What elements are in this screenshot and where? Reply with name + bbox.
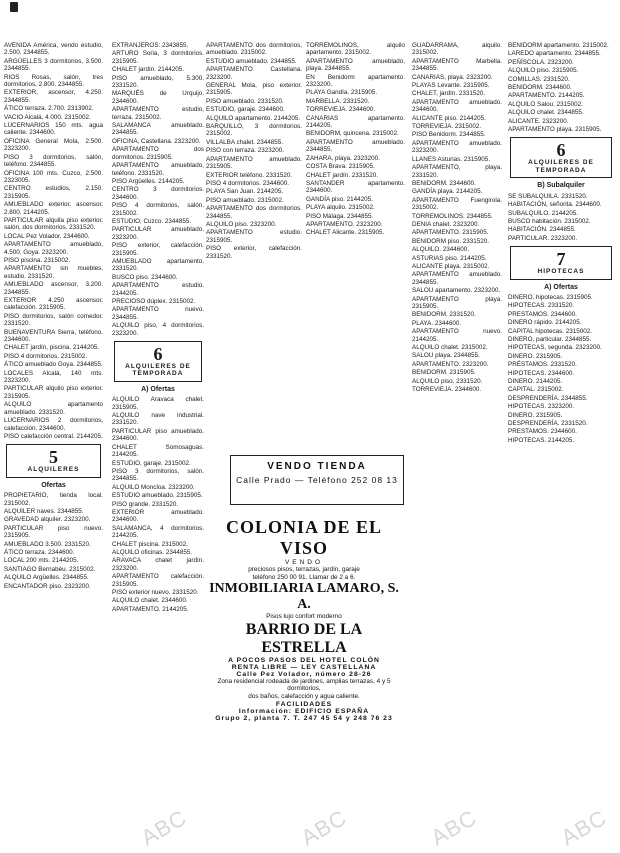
classified-ad: EN Benidorm apartamento. 2323200. [306,73,405,89]
classified-ad: BENIDORM apartamento. 2315002. [508,42,609,49]
classified-ad: APARTAMENTO amueblado. 2344855. [412,271,502,286]
classified-ad: DINERO. 2315905. [508,352,563,360]
classified-ad: PISO exterior, calefacción. 2315905. [112,242,204,257]
classified-ad: APARTAMENTO dos dormitorios. 2315905. [112,146,204,161]
ad-line-g: FACILIDADES [275,700,333,708]
classified-ad: DESPRENDERÍA. 2344855. [508,394,588,402]
classified-ad: ARTURO Soria, 3 dormitorios. 2315905. [112,50,204,65]
classified-ad: PARTICULAR amueblado. 2323200. [112,226,204,241]
classified-ad: LUCERNARIOS 150 mts. agua caliente. 2344600. [4,122,103,137]
ad-line-c: RENTA LIBRE — LEY CASTELLANA [231,663,377,671]
classified-ad: HIPOTECAS. 2331520. [508,302,575,310]
section-header-box [510,246,612,279]
ad-vendo: VENDO [284,559,324,566]
classified-ad: APARTAMENTO playa. 2315905. [412,295,502,310]
section-number: 5 [49,447,58,468]
classified-ad: PISO exterior nuevo. 2331520. [112,589,199,596]
classified-ad: APARTAMENTO nuevo. 2344855. [112,306,204,321]
classified-ad: COSTA Brava. 2315905. [306,163,375,171]
vendo-tienda-contact: Calle Prado — Teléfono 252 08 13 [236,475,398,485]
classified-ad: BUENAVENTURA Sierra, teléfono. 2344600. [4,328,103,344]
classified-ad: APARTAMENTO sin muebles, estudio. 2331520. [4,265,103,280]
classified-ad: BENIDORM, quincena. 2315002. [306,130,399,138]
classified-ad: ALQUILO Salou. 2315002. [508,100,583,108]
classified-ad: GANDÍA piso. 2144205. [306,195,373,203]
section-title: ALQUILERES DE TEMPORADA [528,159,594,174]
classified-ad: EXTERIOR amueblado. 2344600. [112,508,204,524]
classified-ad: OFICINA, Castellana. 2323200. [112,137,201,145]
classified-ad: EXTERIOR teléfono. 2331520. [206,171,293,179]
classified-ad: APARTAMENTO. 2323200. [306,220,383,228]
section-header-box [6,444,101,477]
classified-ad: PISO piscina. 2315002. [4,256,71,264]
classified-ad: CENTRO estudios, 2.150. 2315905. [4,185,103,200]
column-6 [508,42,614,852]
subsection-heading: B) Subalquiler [537,182,585,190]
classified-ad: LOCAL Pez Volador. 2344600. [4,232,90,240]
classified-ad: CENTRO 3 dormitorios. 2344600. [112,186,204,201]
section-title: HIPOTECAS [537,268,585,276]
classified-ad: ALQUILO chalet. 2315002. [412,344,488,352]
classified-ad: APARTAMENTO amueblado. 2323200. [412,139,502,155]
classified-ad: ALQUILO Moncloa. 2323200. [112,483,195,491]
classified-ad: PLAYA. 2344600. [412,319,462,327]
subsection-heading: A) Ofertas [141,385,175,393]
classified-ad: ESTUDIO amueblado. 2344855. [206,57,297,65]
classified-ad: CANARIAS apartamento. 2144205. [306,114,405,130]
classified-ad: ALQUILER naves. 2344855. [4,507,84,515]
ad-company: INMOBILIARIA LAMARO, S. A. [209,581,399,613]
classified-ad: RIOS Rosas, salón, tres dormitorios, 2.800. 2344855. [4,73,103,89]
classified-ad: EXTERIOR, ascensor, 4.250. 2344855. [4,89,103,104]
classified-ad: APARTAMENTO amueblado. 2344600. [412,98,502,114]
classified-ad: PISO 4 dormitorios. 2315002. [4,352,87,360]
classified-ad: ALQUILO chalet. 2344855. [508,109,584,117]
classified-ad: PRESTAMOS. 2344600. [508,310,577,318]
ad-barrio: BARRIO DE LA ESTRELLA [245,620,363,656]
classified-ad: ZAHARA, playa. 2323200. [306,154,380,162]
classified-ad: ALQUILO piso. 2323200. [206,220,277,228]
classified-ad: ASTURIAS piso. 2144205. [412,254,487,262]
classified-ad: AMUEBLADO exterior, ascensor, 2.800. 2144205. [4,201,103,216]
classified-ad: SUBALQUILO. 2144205. [508,209,579,217]
classified-ad: BENIDORM. 2344600. [412,179,476,187]
classified-ad: APARTAMENTO Castellana. 2323200. [206,66,302,81]
classified-ad: GRAVEDAD alquiler. 2323200. [4,516,91,524]
classified-ad: ARAVACA chalet jardín. 2323200. [112,557,204,572]
classified-ad: OFICINA General Mola, 2.500. 2323200. [4,137,103,153]
classified-ad: PISO dormitorios, salón comedor. 2331520. [4,312,103,328]
classified-ad: PROPIETARIO, tienda local. 2315002. [4,492,103,507]
ad-line-b: A POCOS PASOS DEL HOTEL COLÓN [228,656,380,664]
ad-line-f: dos baños, calefacción y agua caliente. [248,692,360,700]
classified-ad: SANTANDER apartamento. 2344600. [306,179,405,195]
ad-desc-1: preciosos pisos, terrazas, jardín, garaje [248,566,360,573]
classified-ad: PISO Argüelles. 2144205. [112,177,185,185]
classified-ad: ÁTICO terraza. 2344600. [4,548,75,556]
classified-ad: HIPOTECAS. 2323200. [508,403,575,411]
classified-ad: APARTAMENTO dos dormitorios, amueblado. 2315002. [206,42,302,57]
classified-ad: APARTAMENTO Fuengirola. 2315002. [412,196,502,212]
classified-ad: CHALET piscina. 2315002. [112,540,188,548]
classified-ad: PLAYA San Juan. 2144205. [206,188,284,196]
classified-ad: SALOU apartamento. 2323200. [412,287,501,295]
classified-ad: ALQUILO piso, 4 dormitorios. 2323200. [112,322,204,337]
ad-line-a: Pisos lujo confort moderno [266,613,342,621]
classified-ad: APARTAMENTO amueblado. 2315905. [206,155,302,171]
classified-ad: VILLALBA chalet. 2344855. [206,138,284,146]
classified-ad: TORREVIEJA. 2344600. [306,106,376,114]
classified-ad: CAPITAL hipotecas. 2315002. [508,327,593,335]
classified-ad: PISO Benidorm. 2344855. [412,131,486,139]
watermark-stamp: ABC [426,804,482,851]
vendo-tienda-headline: VENDO TIENDA [267,461,367,472]
classified-ad: BENIDORM. 2344600. [508,84,572,92]
classified-ad: PLAYAS Levante. 2315905. [412,82,490,90]
classified-ad: ALQUILO. 2344600. [412,246,470,254]
classified-ad: APARTAMENTO amueblado, teléfono. 2331520. [112,162,204,177]
section-header-box [510,137,612,178]
classified-ad: HABITACIÓN. 2344855. [508,226,576,234]
classified-ad: CHALET jardín, piscina. 2144205. [4,344,100,352]
classified-ad: ALQUILO chalet. 2344600. [112,597,188,605]
classified-ad: HIPOTECAS, segunda. 2323200. [508,344,602,352]
classified-ad: DESPRENDERÍA. 2331520. [508,420,588,428]
classified-ad: SALOU playa. 2344855. [412,352,480,360]
classified-ad: GENERAL Mola, piso exterior. 2315905. [206,82,302,97]
classified-ad: BUSCO piso. 2344600. [112,273,178,281]
classified-ad: BENIDORM piso. 2331520. [412,237,489,245]
classified-ad: ALQUILO oficinas. 2344855. [112,548,193,556]
classified-ad: APARTAMENTO. 2315905. [412,229,489,237]
classified-ad: BUSCO habitación. 2315002. [508,217,591,225]
classified-ad: VACIO Alcalá, 4.000. 2315002. [4,113,91,121]
classified-ad: BARQUILLO, 3 dormitorios. 2315002. [206,123,302,138]
classified-ad: PISO exterior, calefacción. 2331520. [206,245,302,260]
classified-ad: SE SUBALQUILA. 2331520. [508,192,588,200]
classified-ad: DINERO rápido. 2144205. [508,319,582,327]
classified-ad: PRÉSTAMOS. 2331520. [508,361,577,369]
classified-ad: CHALET Somosaguas. 2144205. [112,443,204,459]
classified-ad: PISO amueblado. 2331520. [206,97,284,105]
section-header-box [114,341,202,382]
classified-ad: CHALET jardín. 2144205. [112,66,184,74]
classified-ad: CHALET, jardín. 2331520. [412,90,486,98]
classified-ad: ÁTICO terraza. 2.700. 2313902. [4,105,94,113]
classified-ad: ENCANTADOR piso. 2323200. [4,582,91,590]
watermark-stamp: ABC [556,804,612,851]
classified-ad: MARQUÉS de Urquijo. 2344600. [112,90,204,105]
ad-desc-2: teléfono 250 00 91. Llamar de 2 a 6. [252,573,356,581]
classified-ad: TORREMOLINOS, alquilo apartamento. 2315002. [306,42,405,57]
classified-ad: ALQUILO piso. 2315905. [508,67,579,75]
classified-ad: BENIDORM. 2315905. [412,369,476,377]
ad-line-e: Zona residencial rodeada de jardines, amplias terrazas, 4 y 5 dormitorios, [217,677,391,693]
classified-ad: OFICINA 100 mts. Cuzco, 2.500. 2323005. [4,169,103,184]
classified-ad: APARTAMENTO. 2323200. [412,360,489,368]
classified-ad: APARTAMENTO amueblado, 4.500. Goya. 2323200. [4,241,103,256]
classified-ad: LAREDO apartamento. 2344855. [508,50,601,58]
vendo-tienda-ad [230,455,404,505]
classified-ad: LOCALES Alcalá, 140 mts. 2323200. [4,369,103,385]
classified-ad: SALAMANCA amueblado. 2344855. [112,122,204,137]
classified-ad: ALQUILO apartamento amueblado. 2331520. [4,401,103,416]
classified-ad: DINERO. 2144205. [508,378,563,385]
classified-ad: PLAYA alquilo. 2315002. [306,204,375,212]
classified-ad: ESTUDIO, garaje. 2315002. [112,459,191,467]
watermark-stamp: ABC [136,804,192,851]
classified-ad: APARTAMENTO Marbella. 2344855. [412,57,502,73]
classified-ad: GUADARRAMA, alquilo. 2315002. [412,42,502,57]
classified-ad: PARTICULAR. 2323200. [508,234,578,242]
classified-ad: LUCERNARIOS 2 dormitorios, calefacción. 2344600. [4,417,103,432]
section-title: ALQUILERES [27,466,80,474]
classified-ad: PARTICULAR alquila piso exterior, salón, dos dormitorios. 2331520. [4,216,103,232]
classified-ad: ALICANTE playa. 2315002. [412,262,490,270]
classified-ad: AMUEBLADO ascensor, 3.200. 2344855. [4,281,103,296]
classified-ad: BENIDORM. 2331520. [412,311,476,319]
column-4 [306,42,405,362]
subsection-heading: A) Ofertas [544,283,578,291]
section-number: 6 [153,344,163,365]
classified-ad: APARTAMENTO. 2144205. [508,92,585,100]
classified-ad: PLAYA Gandía. 2315905. [306,89,378,97]
column-3 [206,42,302,420]
classified-ad: MARBELLA. 2331520. [306,97,370,105]
classified-ad: DINERO, particular. 2344855. [508,335,592,343]
classified-ad: ESTUDIO amueblado. 2315905. [112,492,203,500]
classified-ad: PEÑÍSCOLA. 2323200. [508,58,574,66]
classified-ad: ALQUILO Aravaca chalet. 2315905. [112,396,204,411]
classified-ad: ALQUILO piso. 2331520. [412,377,483,385]
classified-ad: ALQUILO apartamento. 2144205. [206,114,301,122]
section-number: 7 [556,249,566,270]
classified-ad: ALQUILO nave industrial. 2331520. [112,412,204,427]
classified-ad: SALAMANCA, 4 dormitorios. 2144205. [112,524,204,540]
classified-ad: GANDÍA playa. 2144205. [412,188,483,196]
classified-ad: APARTAMENTO calefacción. 2315905. [112,573,204,588]
subsection-heading: Ofertas [41,481,66,489]
classified-ad: PISO grande. 2331520. [112,500,179,508]
classified-ad: ALICANTE piso. 2144205. [412,114,486,122]
classified-ad: HIPOTECAS. 2144205. [508,436,575,444]
classified-ad: ESTUDIO, Cuzco. 2344855. [112,217,192,225]
page-corner-mark [10,2,18,12]
classified-ad: LLANES Asturias. 2315905. [412,155,491,163]
classified-ad: SANTIAGO Bernabéu. 2315002. [4,565,96,573]
classified-ad: PARTICULAR piso amueblado. 2344600. [112,427,204,443]
ad-headline: COLONIA DE EL VISO [225,517,383,558]
classified-ad: LOCAL 200 mts. 2144205. [4,557,79,565]
classified-ad: CANARIAS, playa. 2323200. [412,73,493,81]
classified-ad: APARTAMENTO amueblado, playa. 2344855. [306,57,405,73]
classified-ad: APARTAMENTO. 2144205. [112,605,189,613]
classified-ad: PISO con terraza. 2323200. [206,147,285,155]
classified-ad: APARTAMENTO estudio. 2315905. [206,229,302,244]
classified-ad: TORREMOLINOS. 2344855. [412,212,493,220]
section-number: 6 [556,140,566,161]
ad-line-i: Grupo 2, planta 7. T. 247 45 54 y 248 76 23 [215,714,393,722]
classified-ad: PARTICULAR piso nuevo. 2315905. [4,524,103,540]
classified-ad: AMUEBLADO 3.500. 2331520. [4,540,91,548]
classified-ad: APARTAMENTO, playa. 2331520. [412,164,502,179]
classified-ad: APARTAMENTO estudio. 2144205. [112,282,204,297]
classified-ad: PISO 4 dormitorios. 2344600. [206,179,289,187]
classified-ad: PRECIOSO dúplex. 2315002. [112,298,196,305]
classified-ad: EXTRANJEROS: 2343855. [112,42,189,49]
classified-ad: CHALET jardín. 2331520. [306,171,378,179]
ad-line-d: Calle Pez Volador, número 28-26 [236,670,372,678]
classified-ad: PISO amueblado, 5.300. 2331520. [112,74,204,90]
classified-ad: EXTERIOR 4.250 ascensor, calefacción. 2315905. [4,297,103,312]
classified-ad: PRESTAMOS. 2344600. [508,428,577,436]
classified-ad: APARTAMENTO playa. 2315905. [508,126,602,134]
classified-ad: PISO 3 dormitorios, salón, teléfono. 2344855. [4,153,103,169]
classified-ad: PISO Málaga. 2344855. [306,212,374,220]
classified-ad: PISO 3 dormitorios, salón. 2344855. [112,467,204,483]
classified-ad: TORREVIEJA. 2344600. [412,386,482,394]
classified-ad: APARTAMENTO nuevo. 2144205. [412,328,502,343]
ad-line-h: Información: EDIFICIO ESPAÑA [238,707,370,715]
classified-ad: PISO 4 dormitorios, salón. 2315002. [112,202,204,217]
section-title: ALQUILERES DE TEMPORADA [125,363,191,378]
classified-ad: PARTICULAR alquilo piso exterior. 2315905. [4,385,103,400]
classified-ad: APARTAMENTO dos dormitorios. 2344855. [206,205,302,220]
classified-ad: APARTAMENTO estudio, terraza. 2315002. [112,106,204,121]
classified-ad: CHALET Alicante. 2315905. [306,229,385,237]
classified-ad: ARGÜELLES 3 dormitorios, 3.500. 2344855. [4,57,103,73]
classified-ad: PISO amueblado. 2315002. [206,196,284,204]
classified-ad: AVENIDA América, vendo estudio, 2.500. 2344855. [4,42,103,57]
classified-ad: ESTUDIO, garaje. 2344600. [206,106,285,114]
classified-ad: HIPOTECAS. 2344600. [508,369,575,377]
classified-ad: DINERO, hipotecas. 2315905. [508,293,593,301]
classified-ad: ALICANTE. 2323200. [508,117,569,125]
classified-ad: DENIA chalet. 2323200. [412,220,480,228]
column-1 [4,42,103,642]
column-2 [112,42,204,692]
column-5 [412,42,502,852]
classified-ad: AMUEBLADO apartamento. 2331520. [112,257,204,273]
classified-ad: APARTAMENTO amueblado. 2344855. [306,138,405,154]
classified-ad: TORREVIEJA. 2315002. [412,123,482,131]
classified-ad: CAPITAL. 2315002. [508,386,564,394]
colonia-el-viso-ad [205,517,403,722]
classified-ad: COMILLAS. 2331520. [508,75,570,83]
classified-ad: DINERO. 2315905. [508,411,563,419]
classified-ad: HABITACIÓN, señorita. 2344600. [508,201,602,209]
classified-ad: ÁTICO amueblado Goya. 2344855. [4,361,103,369]
classified-ad: ALQUILO Argüelles. 2344855. [4,574,89,582]
watermark-stamp: ABC [296,804,352,851]
classified-ad: PISO calefacción central. 2144205. [4,432,103,440]
